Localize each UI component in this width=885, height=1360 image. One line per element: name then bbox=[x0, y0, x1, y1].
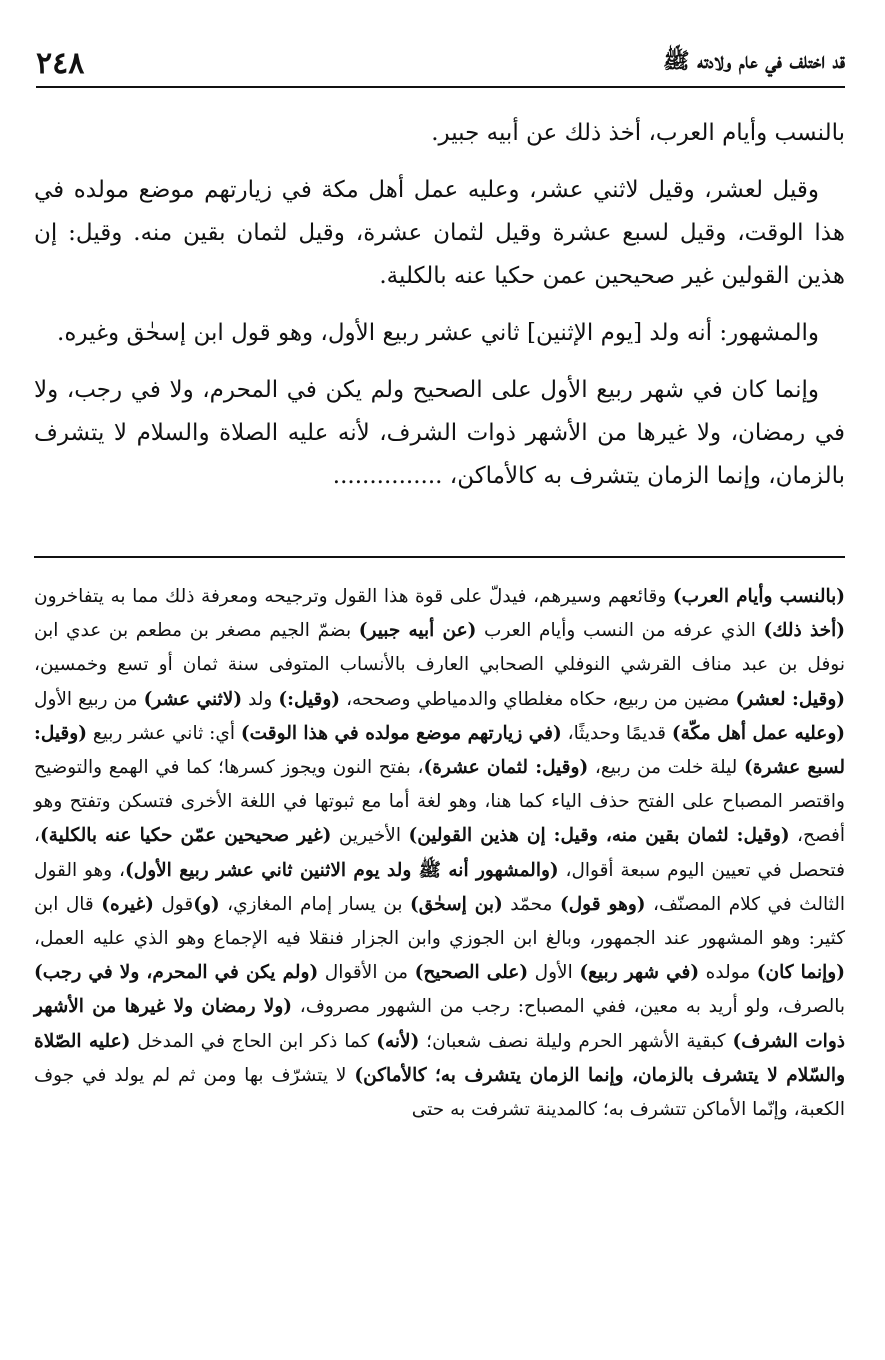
commentary-text: بالصرف، ولو أريد به معين، ففي المصباح: رجب من الشهور مصروف، bbox=[292, 996, 845, 1018]
commentary-text: الأول bbox=[528, 962, 580, 984]
commentary-text: من الأقوال bbox=[318, 962, 415, 984]
quoted-text: (وقيل: لسبع عشرة) bbox=[34, 722, 845, 779]
quoted-text: (وقيل: لعشر) bbox=[735, 688, 846, 710]
quoted-text: (على الصحيح) bbox=[414, 962, 529, 984]
commentary-paragraph bbox=[34, 580, 845, 1127]
commentary-text: بضمّ الجيم مصغر بن مطعم بن عدي ابن نوفل بن عبد مناف القرشي النوفلي الصحابي العارف بالأنساب المتوفى سنة ثمان أو تسع وخمسين، bbox=[34, 620, 845, 676]
quoted-text: (غير صحيحين عمّن حكيا عنه بالكلية) bbox=[39, 825, 332, 847]
quoted-text: (في شهر ربيع) bbox=[579, 962, 700, 984]
commentary-text: ، وهو القول الثالث في كلام المصنّف، bbox=[34, 859, 845, 915]
commentary-text: الذي عرفه من النسب وأيام العرب bbox=[476, 620, 764, 642]
quoted-text: (لاثني عشر) bbox=[143, 688, 243, 710]
commentary-text: مضين من ربيع، حكاه مغلطاي والدمياطي وصححه، bbox=[340, 688, 736, 710]
quoted-text: (لأنه) bbox=[376, 1030, 420, 1052]
commentary-text: بن يسار إمام المغازي، bbox=[219, 893, 410, 915]
quoted-text: (و) bbox=[193, 893, 220, 915]
main-text bbox=[34, 112, 845, 512]
commentary-text: قول bbox=[153, 893, 194, 915]
commentary-text: وقائعهم وسيرهم، فيدلّ على قوة هذا القول وترجيحه ومعرفة ذلك مما به يتفاخرون bbox=[34, 586, 673, 607]
commentary-text: ولد bbox=[242, 688, 279, 710]
quoted-text: (بالنسب وأيام العرب) bbox=[672, 586, 846, 607]
commentary-text: ليلة خلت من ربيع، bbox=[588, 757, 744, 779]
quoted-text: (وإنما كان) bbox=[756, 962, 845, 984]
commentary-text: لا يتشرّف بها ومن ثم لم يولد في جوف الكعبة، وإنّما الأماكن تتشرف به؛ كالمدينة تشرفت به حتى bbox=[34, 1064, 845, 1121]
commentary-text: مولده bbox=[699, 962, 757, 984]
main-paragraph: وقيل لعشر، وقيل لاثني عشر، وعليه عمل أهل مكة في زيارتهم موضع مولده في هذا الوقت، وقيل لسبع عشرة وقيل لثمان عشرة، وقيل لثمان بقين منه. وقيل: إن هذين القولين غير صحيحين عمن حكيا عنه بالكلية. bbox=[34, 177, 845, 289]
running-title: قد اختلف في عام ولادته ﷺ bbox=[663, 48, 845, 74]
commentary-text: قال ابن كثير: وهو المشهور عند الجمهور، وبالغ ابن الجوزي وابن الجزار فنقلا فيه الإجماع وهو الذي عليه العمل، bbox=[34, 893, 845, 950]
divider bbox=[34, 556, 845, 558]
quoted-text: (عليه الصّلاة والسّلام لا يتشرف بالزمان، وإنما الزمان يتشرف به؛ كالأماكن) bbox=[34, 1030, 845, 1086]
main-paragraph: وإنما كان في شهر ربيع الأول على الصحيح ولم يكن في المحرم، ولا في رجب، ولا في رمضان، ولا غيرها من الأشهر ذوات الشرف، لأنه عليه الصلاة والسلام لا يتشرف بالزمان، وإنما الزمان يتشرف به كالأماكن، ............... bbox=[34, 377, 845, 489]
page-header bbox=[36, 40, 845, 88]
commentary-text: محمّد bbox=[502, 893, 560, 915]
main-paragraph: والمشهور: أنه ولد [يوم الإثنين] ثاني عشر ربيع الأول، وهو قول ابن إسحٰق وغيره. bbox=[57, 320, 819, 346]
commentary-text: من ربيع الأول bbox=[34, 688, 144, 710]
commentary-text: ، بفتح النون ويجوز كسرها؛ كما في الهمع والتوضيح واقتصر المصباح على الفتح حذف الياء كما هنا، وهو لغة أما مع ثبوتها في اللغة الأخرى فتسكن وتفتح وهو أفصح، bbox=[34, 757, 845, 847]
commentary-text: الأخيرين bbox=[331, 825, 409, 847]
quoted-text: (وهو قول) bbox=[559, 893, 646, 915]
quoted-text: (أخذ ذلك) bbox=[763, 620, 845, 642]
commentary-text: كبقية الأشهر الحرم وليلة نصف شعبان؛ bbox=[419, 1030, 733, 1052]
quoted-text: (ولم يكن في المحرم، ولا في رجب) bbox=[34, 962, 319, 984]
quoted-text: (وعليه عمل أهل مكّة) bbox=[671, 722, 846, 744]
quoted-text: (في زيارتهم موضع مولده في هذا الوقت) bbox=[240, 722, 562, 744]
commentary bbox=[34, 580, 845, 1127]
quoted-text: (عن أبيه جبير) bbox=[358, 620, 477, 642]
main-paragraph: بالنسب وأيام العرب، أخذ ذلك عن أبيه جبير. bbox=[431, 120, 845, 146]
quoted-text: (بن إسحٰق) bbox=[409, 893, 503, 915]
quoted-text: (والمشهور أنه ﷺ ولد يوم الاثنين ثاني عشر ربيع الأول) bbox=[125, 859, 559, 881]
page-number: ٢٤٨ bbox=[36, 45, 85, 81]
quoted-text: (وقيل:) bbox=[278, 688, 341, 710]
commentary-text: كما ذكر ابن الحاج في المدخل bbox=[130, 1030, 377, 1052]
quoted-text: (غيره) bbox=[101, 893, 154, 915]
quoted-text: (وقيل: لثمان بقين منه، وقيل: إن هذين القولين) bbox=[408, 825, 790, 847]
quoted-text: (ولا رمضان ولا غيرها من الأشهر ذوات الشرف) bbox=[34, 996, 845, 1052]
commentary-text: ، فتحصل في تعيين اليوم سبعة أقوال، bbox=[34, 825, 845, 881]
quoted-text: (وقيل: لثمان عشرة) bbox=[423, 757, 589, 779]
commentary-text: قديمًا وحديثًا، bbox=[561, 722, 672, 744]
commentary-text: أي: ثاني عشر ربيع bbox=[86, 722, 241, 744]
